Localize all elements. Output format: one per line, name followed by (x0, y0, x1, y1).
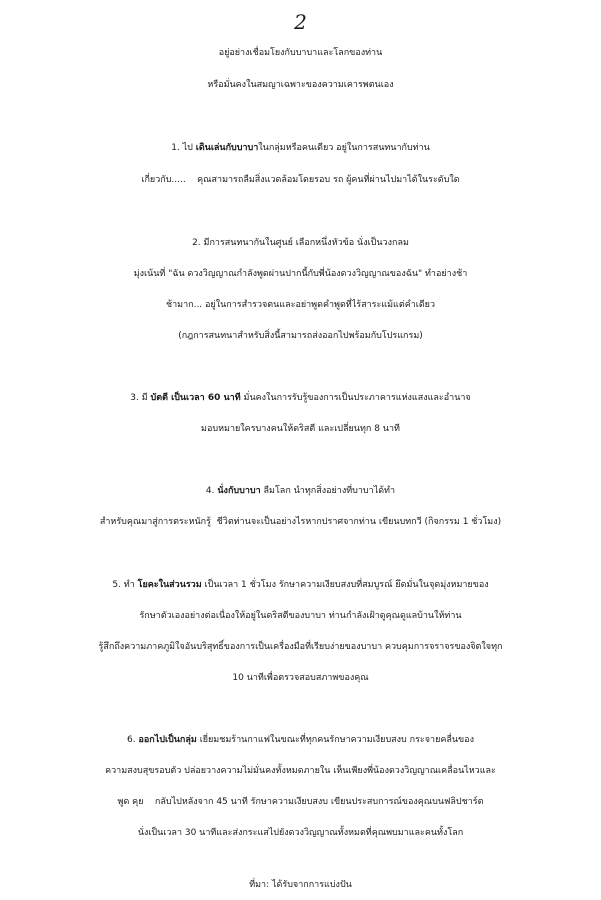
page-number: 2 (294, 10, 307, 34)
item-2-line-3: ช้ามาก... อยู่ในการสำรวจตนและอย่าพูดคำพูดที่ไร้สาระแม้แต่คำเดียว (165, 300, 436, 310)
item-2-line-1: 2. มีการสนทนากันในศูนย์ เลือกหนึ่งหัวข้อ นั่งเป็นวงกลม (192, 238, 409, 248)
item-5-number: 5. ทำ (112, 580, 135, 590)
item-6-line-2: ความสงบสุขรอบตัว ปล่อยวางความไม่มั่นคงทั้งหมดภายใน เห็นเพียงพี่น้องดวงวิญญาณเคลื่อนไหวและ (105, 766, 496, 776)
item-1-line-1-text: ในกลุ่มหรือคนเดียว อยู่ในการสนทนากับท่าน (258, 143, 430, 153)
item-3-line-1 (0, 389, 601, 407)
item-6-line-1 (0, 731, 601, 749)
item-6-line-4: นั่งเป็นเวลา 30 นาทีและส่งกระแสไปยังดวงวิญญาณทั้งหมดที่คุณพบมาและคนทั้งโลก (137, 828, 464, 838)
item-5-line-1 (0, 576, 601, 594)
item-6-line-1-text: เยี่ยมชมร้านกาแฟในขณะที่ทุกคนรักษาความเงียบสงบ กระจายคลื่นของ (199, 735, 474, 745)
item-6-number: 6. (127, 735, 136, 745)
item-3-number: 3. มี (130, 393, 148, 403)
item-4-line-2: สำหรับคุณมาสู่การตระหนักรู้ ชีวิตท่านจะเป็นอย่างไรหากปราศจากท่าน เขียนบทกวี (กิจกรรม 1 ชั่วโมง) (99, 517, 502, 527)
item-4-number: 4. (205, 486, 215, 496)
intro-line-1: อยู่อย่างเชื่อมโยงกับบาบาและโลกของท่าน (218, 48, 383, 58)
item-3-line-1-text: มั่นคงในการรับรู้ของการเป็นประภาคารแห่งแสงและอำนาจ (243, 393, 471, 403)
item-4-heading: นั่งกับบาบา (217, 486, 261, 496)
item-4-line-1 (0, 482, 601, 500)
item-5-line-1-text: เป็นเวลา 1 ชั่วโมง รักษาความเงียบสงบที่สมบูรณ์ ยึดมั่นในจุดมุ่งหมายของ (204, 580, 489, 590)
item-1-heading: เดินเล่นกับบาบา (195, 143, 259, 153)
item-3-heading: บัตตี เป็นเวลา 60 นาที (150, 393, 241, 403)
item-2-line-2: มุ่งเน้นที่ "ฉัน ดวงวิญญาณกำลังพูดผ่านปากนี้กับพี่น้องดวงวิญญาณของฉัน" ทำอย่างช้า (133, 269, 468, 279)
source-note: ที่มา: ได้รับจากการแบ่งปัน (249, 880, 352, 890)
item-4-line-1-text: ลืมโลก นำทุกสิ่งอย่างที่บาบาได้ทำ (263, 486, 396, 496)
item-6-line-3: พูด คุย กลับไปหลังจาก 45 นาที รักษาความเงียบสงบ เขียนประสบการณ์ของคุณบนฟลิปชาร์ต (117, 797, 484, 807)
item-5-heading: โยคะในส่วนรวม (137, 580, 202, 590)
item-6-heading: ออกไปเป็นกลุ่ม (138, 735, 197, 745)
item-1-number: 1. ไป (171, 143, 193, 153)
item-5-line-3: รู้สึกถึงความภาคภูมิใจอันบริสุทธิ์ของการเป็นเครื่องมือที่เรียบง่ายของบาบา ควบคุมการจราจรของจิตใจทุก (98, 642, 503, 652)
item-2-line-4: (กฎการสนทนาสำหรับสิ่งนี้สามารถส่งออกไปพร้อมกับโปรแกรม) (178, 331, 423, 341)
intro-line-2: หรือมั่นคงในสมญาเฉพาะของความเคารพตนเอง (207, 80, 394, 90)
item-1-line-2: เกี่ยวกับ..... คุณสามารถลืมสิ่งแวดล้อมโดยรอบ รถ ผู้คนที่ผ่านไปมาได้ในระดับใด (141, 175, 460, 185)
item-5-line-2: รักษาตัวเองอย่างต่อเนื่องให้อยู่ในดริสตีของบาบา ท่านกำลังเฝ้าดูคุณดูแลบ้านให้ท่าน (139, 611, 462, 621)
item-1-line-1 (0, 139, 601, 157)
item-5-line-4: 10 นาทีเพื่อตรวจสอบสภาพของคุณ (232, 673, 369, 683)
item-3-line-2: มอบหมายใครบางคนให้ดริสตี และเปลี่ยนทุก 8 นาที (201, 424, 400, 434)
